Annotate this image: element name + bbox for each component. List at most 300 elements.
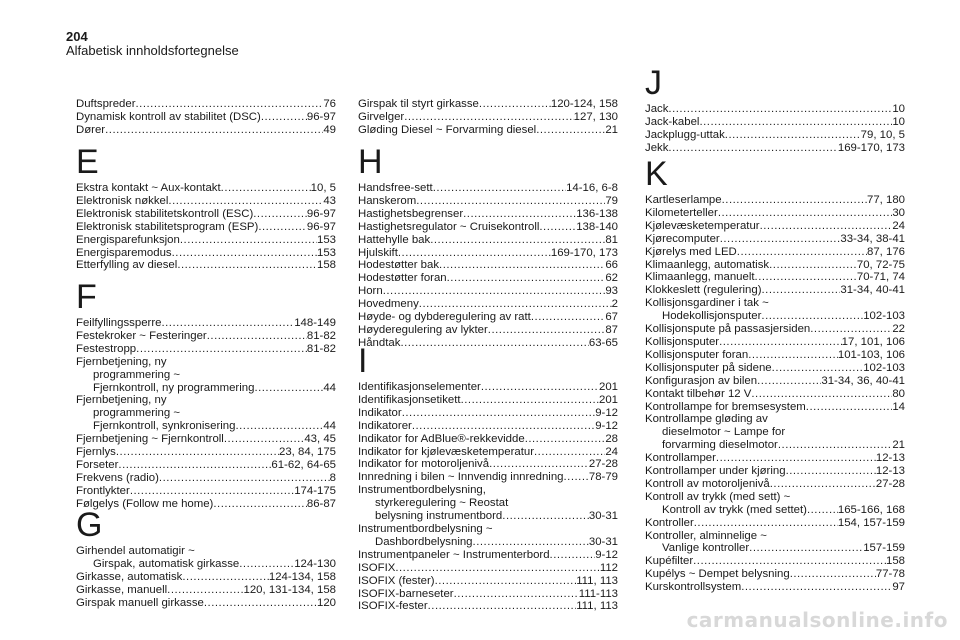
dot-leader [253, 208, 307, 221]
entry-term: belysning instrumentbord [375, 510, 503, 523]
dot-leader [757, 375, 821, 388]
index-entry [645, 542, 905, 555]
entry-term: Fjernbetjening ~ Fjernkontroll [76, 433, 224, 446]
dot-leader [224, 433, 304, 446]
entry-term: Girvelger [358, 110, 405, 123]
index-entry [76, 195, 336, 208]
entry-pages: 201 [598, 393, 618, 406]
entry-term: Indikator for kjølevæsketemperatur [358, 445, 534, 458]
entry-term: Kilometerteller [645, 206, 718, 219]
index-entry [645, 555, 905, 568]
index-entry [645, 478, 905, 491]
entry-term: Kontrollampe gløding av [645, 413, 768, 426]
dot-leader [719, 336, 842, 349]
entry-term: Hovedmeny [358, 298, 419, 311]
section-letter: G [76, 506, 103, 544]
entry-term: Kontrollampe for bremsesystem [645, 400, 806, 413]
entry-pages: 102-103 [863, 361, 905, 374]
dot-leader [693, 555, 886, 568]
index-entry [645, 375, 905, 388]
index-entry [76, 343, 336, 356]
dot-leader [207, 330, 307, 343]
entry-term: programmering ~ [93, 368, 181, 381]
entry-pages: 67 [605, 311, 618, 324]
entry-term: Hodestøtter bak [358, 259, 440, 272]
index-entry [358, 484, 618, 497]
entry-term: Identifikasjonselementer [358, 381, 481, 393]
entry-pages: 87, 176 [866, 245, 905, 258]
entry-term: Frekvens (radio) [76, 471, 159, 484]
index-entry [76, 259, 336, 272]
index-entry [645, 530, 905, 543]
index-entry [358, 111, 618, 124]
dot-leader [751, 388, 892, 401]
entry-term: Energisparemodus [76, 246, 172, 259]
section-letter: F [76, 278, 97, 316]
entry-term: Energisparefunksjon [76, 233, 180, 246]
entry-term: Kontroll av motoroljenivå [645, 477, 770, 490]
entry-pages: 12-13 [875, 465, 905, 478]
dot-leader [762, 284, 841, 297]
index-section-g [76, 508, 336, 610]
entry-pages: 102-103 [863, 310, 905, 323]
entry-pages: 86-87 [306, 497, 336, 510]
entry-pages: 17, 101, 106 [841, 335, 905, 348]
entry-pages: 154, 157-159 [837, 516, 905, 529]
entry-pages: 120-124, 158 [550, 98, 618, 110]
entry-term: Fjernlys [76, 446, 116, 459]
entry-pages: 9-12 [595, 406, 618, 419]
entry-term: Elektronisk stabilitetskontroll (ESC) [76, 207, 254, 220]
entry-pages: 81 [605, 233, 618, 246]
dot-leader [116, 446, 279, 459]
entry-term: Girspak manuell girkasse [76, 596, 204, 609]
dot-leader [502, 510, 589, 523]
index-entry [76, 545, 336, 558]
entry-term: Festekroker ~ Festeringer [76, 329, 207, 342]
section-letter: H [358, 143, 383, 181]
index-section-k [645, 157, 905, 594]
entry-pages: 10 [892, 115, 905, 128]
entry-pages: 22 [892, 323, 905, 336]
entry-pages: 30 [892, 206, 905, 219]
dot-leader [239, 558, 294, 571]
dot-leader [130, 485, 294, 498]
index-section-f [76, 280, 336, 511]
dot-leader [261, 111, 307, 124]
index-entry [76, 459, 336, 472]
entry-pages: 79, 10, 5 [860, 128, 905, 141]
entry-pages: 201 [598, 381, 618, 393]
entry-term: Høyderegulering av lykter [358, 323, 488, 336]
index-entry [76, 382, 336, 395]
entry-term: Duftspreder [76, 98, 136, 110]
index-entry [645, 259, 905, 272]
entry-pages: 120, 131-134, 158 [243, 583, 336, 596]
dot-leader [479, 98, 551, 111]
dot-leader [790, 568, 876, 581]
index-entry [358, 221, 618, 234]
index-entry [76, 584, 336, 597]
entry-term: Hattehylle bak [358, 233, 431, 246]
entry-term: Indikator for AdBlue®-rekkevidde [358, 432, 525, 445]
entry-term: Kollisjonsputer på sidene [645, 361, 772, 374]
entry-pages: 112 [599, 561, 618, 574]
index-entry [358, 562, 618, 575]
entry-pages: 12-13 [875, 452, 905, 465]
index-entry [645, 439, 905, 452]
index-entry [76, 356, 336, 369]
index-entry [76, 98, 336, 111]
entry-pages: 66 [605, 259, 618, 272]
index-entry [645, 233, 905, 246]
entry-term: Kollisjonsputer foran [645, 348, 749, 361]
page-number: 204 [66, 29, 88, 44]
index-entry [76, 571, 336, 584]
index-section-h [358, 145, 618, 350]
index-section-e [76, 145, 336, 272]
index-entry [76, 221, 336, 234]
entry-pages: 127, 130 [573, 110, 618, 123]
dot-leader [769, 259, 857, 272]
entry-term: Klokkeslett (regulering) [645, 284, 762, 297]
dot-leader [807, 504, 838, 517]
entry-pages: 96-97 [306, 207, 336, 220]
entry-term: ISOFIX [358, 561, 396, 574]
entry-term: Instrumentbordbelysning, [358, 484, 486, 497]
dot-leader [668, 142, 837, 155]
entry-term: ISOFIX-barneseter [358, 587, 454, 600]
index-entry [358, 510, 618, 523]
index-entry [76, 407, 336, 420]
index-entry [76, 111, 336, 124]
entry-term: Horn [358, 285, 383, 298]
entry-term: Dører [76, 123, 106, 136]
index-entry [358, 497, 618, 510]
dot-leader [778, 439, 892, 452]
dot-leader [725, 129, 861, 142]
entry-term: Kontroll av trykk (med sett) ~ [645, 490, 791, 503]
entry-term: forvarming dieselmotor [662, 439, 778, 452]
entry-term: Kontroll av trykk (med settet) [662, 503, 807, 516]
entry-pages: 136-138 [576, 207, 618, 220]
dot-leader [428, 600, 577, 613]
entry-term: Indikatorer [358, 419, 412, 432]
entry-pages: 120 [316, 596, 336, 609]
index-entry [76, 317, 336, 330]
index-entry [76, 394, 336, 407]
dot-leader [481, 381, 599, 394]
index-entry [645, 362, 905, 375]
entry-pages: 96-97 [306, 110, 336, 123]
index-entry [76, 369, 336, 382]
dot-leader [435, 575, 577, 588]
dot-leader [564, 471, 589, 484]
index-section-continued [358, 98, 618, 137]
index-entry [358, 285, 618, 298]
page-title: Alfabetisk innholdsfortegnelse [66, 43, 239, 58]
entry-term: Jack [645, 103, 669, 115]
dot-leader [433, 182, 566, 195]
entry-term: Kartleserlampe [645, 194, 722, 206]
index-entry [645, 271, 905, 284]
entry-pages: 31-34, 40-41 [840, 284, 905, 297]
dot-leader [786, 465, 876, 478]
entry-pages: 23, 84, 175 [278, 446, 336, 459]
dot-leader [694, 517, 838, 530]
index-entry [645, 517, 905, 530]
entry-pages: 70, 72-75 [856, 258, 905, 271]
entry-pages: 24 [892, 219, 905, 232]
entry-term: Kupéfilter [645, 555, 694, 568]
entry-term: ISOFIX (fester) [358, 574, 435, 587]
entry-pages: 14-16, 6-8 [566, 182, 618, 194]
dot-leader [770, 478, 876, 491]
dot-leader [489, 458, 589, 471]
dot-leader [172, 247, 317, 260]
dot-leader [461, 394, 599, 407]
entry-pages: 111, 113 [576, 600, 618, 613]
dot-leader [473, 536, 589, 549]
entry-term: Kontroller [645, 516, 694, 529]
index-entry [76, 597, 336, 610]
entry-term: Fjernkontroll, synkronisering [93, 420, 236, 433]
entry-pages: 158 [885, 555, 905, 568]
index-entry [358, 549, 618, 562]
index-entry [645, 116, 905, 129]
dot-leader [806, 401, 893, 414]
entry-pages: 153 [316, 233, 336, 246]
entry-pages: 30-31 [588, 510, 618, 523]
entry-pages: 77-78 [875, 568, 905, 581]
entry-term: Identifikasjonsetikett [358, 393, 461, 406]
index-entry [76, 330, 336, 343]
dot-leader [168, 195, 323, 208]
index-entry [76, 558, 336, 571]
entry-pages: 24 [605, 445, 618, 458]
index-entry [645, 284, 905, 297]
index-entry [645, 504, 905, 517]
entry-term: Girspak, automatisk girkasse [93, 557, 240, 570]
index-entry [76, 420, 336, 433]
entry-term: Ekstra kontakt ~ Aux-kontakt [76, 182, 221, 194]
entry-term: Dashbordbelysning [375, 535, 473, 548]
index-entry [645, 194, 905, 207]
dot-leader [699, 116, 892, 129]
index-section-j [645, 66, 905, 155]
entry-pages: 27-28 [875, 477, 905, 490]
entry-term: Forseter [76, 458, 119, 471]
entry-term: Jackplugg-uttak [645, 128, 725, 141]
dot-leader [412, 420, 595, 433]
index-entry [645, 310, 905, 323]
index-entry [645, 220, 905, 233]
dot-leader [488, 324, 606, 337]
entry-term: Kontakt tilbehør 12 V [645, 387, 752, 400]
dot-leader [204, 597, 317, 610]
entry-pages: 169-170, 173 [837, 141, 905, 154]
dot-leader [177, 259, 317, 272]
dot-leader [105, 124, 323, 137]
index-entry [645, 246, 905, 259]
entry-pages: 157-159 [863, 542, 905, 555]
entry-term: Vanlige kontroller [662, 542, 750, 555]
dot-leader [525, 433, 606, 446]
page-header [66, 30, 239, 58]
index-entry [358, 182, 618, 195]
entry-pages: 87 [605, 323, 618, 336]
index-entry [358, 471, 618, 484]
entry-term: Fjernbetjening, ny [76, 394, 167, 407]
index-entry [358, 195, 618, 208]
dot-leader [531, 311, 605, 324]
entry-term: Kollisjonsputer [645, 335, 720, 348]
index-entry [76, 485, 336, 498]
index-entry [358, 446, 618, 459]
entry-pages: 138-140 [576, 220, 618, 233]
dot-leader [221, 182, 311, 195]
entry-pages: 76 [323, 98, 336, 110]
dot-leader [550, 549, 596, 562]
index-entry [76, 124, 336, 137]
index-entry [645, 401, 905, 414]
entry-pages: 81-82 [306, 329, 336, 342]
dot-leader [539, 221, 576, 234]
entry-term: Følgelys (Follow me home) [76, 497, 214, 510]
dot-leader [718, 207, 893, 220]
entry-pages: 70-71, 74 [856, 271, 905, 284]
index-entry [358, 458, 618, 471]
dot-leader [404, 111, 573, 124]
dot-leader [430, 234, 605, 247]
dot-leader [760, 220, 893, 233]
entry-pages: 111, 113 [576, 574, 618, 587]
dot-leader [755, 271, 857, 284]
dot-leader [810, 323, 892, 336]
index-entry [645, 103, 905, 116]
index-entry [76, 182, 336, 195]
entry-term: Indikator for motoroljenivå [358, 458, 490, 471]
entry-term: Innredning i bilen ~ Innvendig innredning [358, 471, 564, 484]
entry-term: Jack-kabel [645, 115, 700, 128]
dot-leader [180, 234, 317, 247]
entry-term: programmering ~ [93, 407, 181, 420]
index-entry [358, 234, 618, 247]
entry-term: Kontrollamper under kjøring [645, 465, 786, 478]
dot-leader [722, 194, 867, 207]
dot-leader [737, 246, 867, 259]
index-entry [645, 465, 905, 478]
dot-leader [395, 562, 599, 575]
entry-pages: 169-170, 173 [550, 246, 618, 259]
dot-leader [463, 208, 576, 221]
entry-term: Hodekollisjonsputer [662, 310, 762, 323]
entry-term: Indikator [358, 406, 402, 419]
entry-pages: 33-34, 38-41 [840, 232, 905, 245]
entry-pages: 77, 180 [866, 194, 905, 206]
entry-term: Jekk [645, 141, 669, 154]
dot-leader [235, 420, 323, 433]
entry-term: Instrumentpaneler ~ Instrumenterbord [358, 548, 550, 561]
index-entry [645, 568, 905, 581]
dot-leader [182, 571, 269, 584]
entry-pages: 43, 45 [304, 433, 336, 446]
entry-pages: 174-175 [294, 484, 336, 497]
entry-pages: 124-134, 158 [268, 570, 336, 583]
index-entry [358, 536, 618, 549]
entry-pages: 63-65 [588, 336, 618, 349]
entry-term: ISOFIX-fester [358, 600, 428, 613]
dot-leader [419, 298, 612, 311]
entry-term: Kjørelys med LED [645, 245, 737, 258]
index-entry [645, 207, 905, 220]
entry-term: Kontrollamper [645, 452, 716, 465]
watermark: carmanualsonline.info [686, 608, 948, 632]
entry-term: Dynamisk kontroll av stabilitet (DSC) [76, 110, 261, 123]
entry-term: Elektronisk nøkkel [76, 194, 169, 207]
index-entry [645, 129, 905, 142]
index-entry [358, 311, 618, 324]
entry-term: Elektronisk stabilitetsprogram (ESP) [76, 220, 259, 233]
dot-leader [398, 247, 551, 260]
index-entry [76, 472, 336, 485]
index-entry [358, 600, 618, 613]
entry-term: Girspak til styrt girkasse [358, 98, 479, 110]
entry-term: Festestropp [76, 342, 137, 355]
dot-leader [159, 472, 330, 485]
entry-pages: 78-79 [588, 471, 618, 484]
entry-pages: 21 [892, 439, 905, 452]
entry-pages: 10 [892, 103, 905, 115]
section-letter: K [645, 155, 668, 193]
index-section-continued [76, 98, 336, 137]
entry-term: dieselmotor ~ Lampe for [662, 426, 786, 439]
index-entry [645, 142, 905, 155]
entry-pages: 44 [323, 420, 336, 433]
dot-leader [536, 124, 605, 137]
entry-pages: 148-149 [294, 317, 336, 329]
index-entry [358, 523, 618, 536]
index-entry [76, 208, 336, 221]
dot-leader [772, 362, 864, 375]
dot-leader [383, 285, 606, 298]
index-entry [645, 452, 905, 465]
index-entry [76, 446, 336, 459]
entry-pages: 93 [605, 285, 618, 298]
entry-pages: 81-82 [306, 342, 336, 355]
entry-pages: 62 [605, 272, 618, 285]
dot-leader [749, 542, 863, 555]
entry-term: Girkasse, automatisk [76, 570, 183, 583]
entry-pages: 44 [323, 381, 336, 394]
entry-pages: 80 [892, 387, 905, 400]
entry-pages: 2 [611, 298, 618, 311]
index-entry [358, 298, 618, 311]
entry-pages: 124-130 [294, 557, 336, 570]
entry-term: Kontroller, alminnelige ~ [645, 529, 767, 542]
entry-pages: 43 [323, 194, 336, 207]
entry-term: Fjernkontroll, ny programmering [93, 381, 255, 394]
index-entry [358, 324, 618, 337]
entry-pages: 21 [605, 123, 618, 136]
entry-pages: 14 [892, 400, 905, 413]
dot-leader [136, 343, 307, 356]
entry-pages: 97 [892, 581, 905, 594]
dot-leader [534, 446, 605, 459]
entry-pages: 79 [605, 194, 618, 207]
entry-term: Klimaanlegg, manuelt [645, 271, 755, 284]
index-entry [358, 247, 618, 260]
